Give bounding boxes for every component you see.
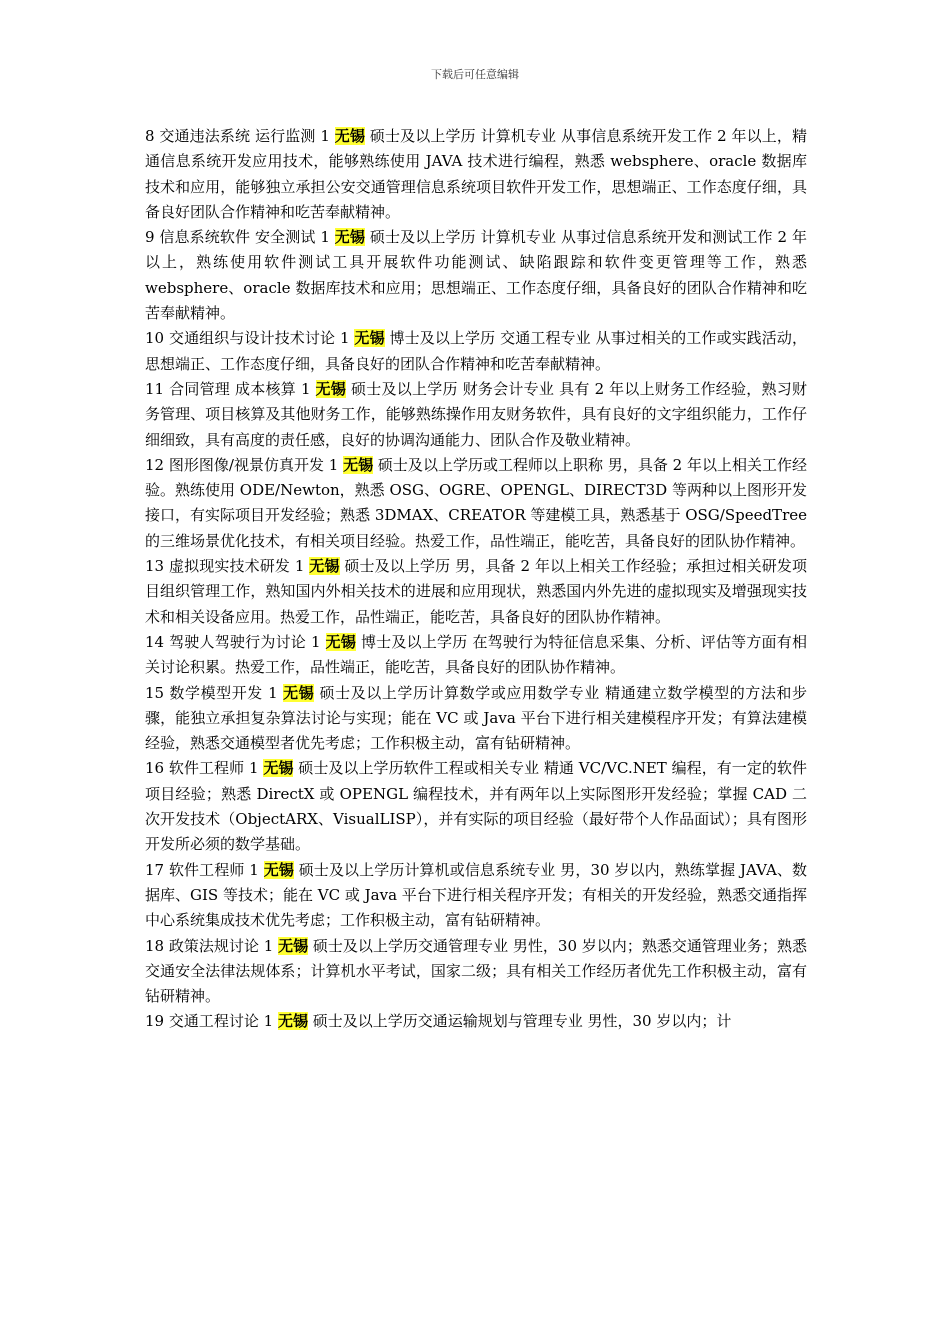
highlight-mark: 无锡 (309, 557, 340, 576)
highlight-mark: 无锡 (325, 632, 356, 651)
page-header: 下载后可任意编辑 (431, 68, 519, 81)
highlight-mark: 无锡 (354, 329, 385, 348)
highlight-mark: 无锡 (278, 936, 309, 955)
list-item: 11 合同管理 成本核算 1 无锡 硕士及以上学历 财务会计专业 具有 2 年以上财务工作经验，熟习财务管理、项目核算及其他财务工作，能够熟练操作用友财务软件，具有良好的文字组织能力，工作仔细细致，具有高度的责任感，良好的协调沟通能力、团队合作及敬业精神。 (145, 379, 807, 449)
list-item: 8 交通违法系统 运行监测 1 无锡 硕士及以上学历 计算机专业 从事信息系统开发工作 2 年以上，精通信息系统开发应用技术，能够熟练使用 JAVA 技术进行编程，熟悉 websphere、oracle 数据库技术和应用，能够独立承担公安交通管理信息系统项目软件开发工作，思想端正、工作态度仔细，具备良好团队合作精神和吃苦奉献精神。 (145, 127, 807, 221)
list-item: 14 驾驶人驾驶行为讨论 1 无锡 博士及以上学历 在驾驶行为特征信息采集、分析、评估等方面有相关讨论积累。热爱工作，品性端正，能吃苦，具备良好的团队协作精神。 (145, 632, 807, 677)
list-item: 17 软件工程师 1 无锡 硕士及以上学历计算机或信息系统专业 男，30 岁以内，熟练掌握 JAVA、数据库、GIS 等技术；能在 VC 或 Java 平台下进行相关程序开发；有相关的开发经验，熟悉交通指挥中心系统集成技术优先考虑；工作积极主动，富有钻研精神。 (145, 860, 807, 930)
list-item: 13 虚拟现实技术研发 1 无锡 硕士及以上学历 男，具备 2 年以上相关工作经验；承担过相关研发项目组织管理工作，熟知国内外相关技术的进展和应用现状，熟悉国内外先进的虚拟现实及增强现实技术和相关设备应用。热爱工作，品性端正，能吃苦，具备良好的团队协作精神。 (145, 557, 807, 626)
list-item: 9 信息系统软件 安全测试 1 无锡 硕士及以上学历 计算机专业 从事过信息系统开发和测试工作 2 年以上，熟练使用软件测试工具开展软件功能测试、缺陷跟踪和软件变更管理等工作，熟悉 websphere、oracle 数据库技术和应用；思想端正、工作态度仔细，具备良好的团队合作精神和吃苦奉献精神。 (145, 228, 807, 323)
highlight-mark: 无锡 (315, 379, 347, 398)
document-body (145, 124, 807, 1035)
list-item: 12 图形图像/视景仿真开发 1 无锡 硕士及以上学历或工程师以上职称 男，具备 2 年以上相关工作经验。熟练使用 ODE/Newton，熟悉 OSG、OGRE、OPENGL、DIRECT3D 等两种以上图形开发接口，有实际项目开发经验；熟悉 3DMAX、CREATOR 等建模工具，熟悉基于 OSG/SpeedTree 的三维场景优化技术，有相关项目经验。热爱工作，品性端正，能吃苦，具备良好的团队协作精神。 (145, 455, 807, 550)
highlight-mark: 无锡 (277, 1012, 308, 1031)
highlight-mark: 无锡 (263, 860, 294, 879)
list-item: 15 数学模型开发 1 无锡 硕士及以上学历计算数学或应用数学专业 精通建立数学模型的方法和步骤，能独立承担复杂算法讨论与实现；能在 VC 或 Java 平台下进行相关建模程序开发；有算法建模经验，熟悉交通模型者优先考虑；工作积极主动，富有钻研精神。 (145, 683, 807, 753)
list-item: 18 政策法规讨论 1 无锡 硕士及以上学历交通管理专业 男性，30 岁以内；熟悉交通管理业务；熟悉交通安全法律法规体系；计算机水平考试，国家二级；具有相关工作经历者优先工作积极主动，富有钻研精神。 (145, 936, 807, 1006)
list-item: 19 交通工程讨论 1 无锡 硕士及以上学历交通运输规划与管理专业 男性，30 岁以内；计 (145, 1012, 732, 1031)
highlight-mark: 无锡 (283, 683, 315, 702)
list-item: 10 交通组织与设计技术讨论 1 无锡 博士及以上学历 交通工程专业 从事过相关的工作或实践活动，思想端正、工作态度仔细，具备良好的团队合作精神和吃苦奉献精神。 (145, 329, 807, 373)
highlight-mark: 无锡 (343, 455, 374, 474)
list-item: 16 软件工程师 1 无锡 硕士及以上学历软件工程或相关专业 精通 VC/VC.NET 编程，有一定的软件项目经验；熟悉 DirectX 或 OPENGL 编程技术，并有两年以上实际图形开发经验；掌握 CAD 二次开发技术（ObjectARX、VisualLISP），并有实际的项目经验（最好带个人作品面试）；具有图形开发所必须的数学基础。 (145, 759, 808, 854)
highlight-mark: 无锡 (263, 759, 294, 778)
highlight-mark: 无锡 (334, 228, 366, 247)
highlight-mark: 无锡 (334, 127, 366, 145)
